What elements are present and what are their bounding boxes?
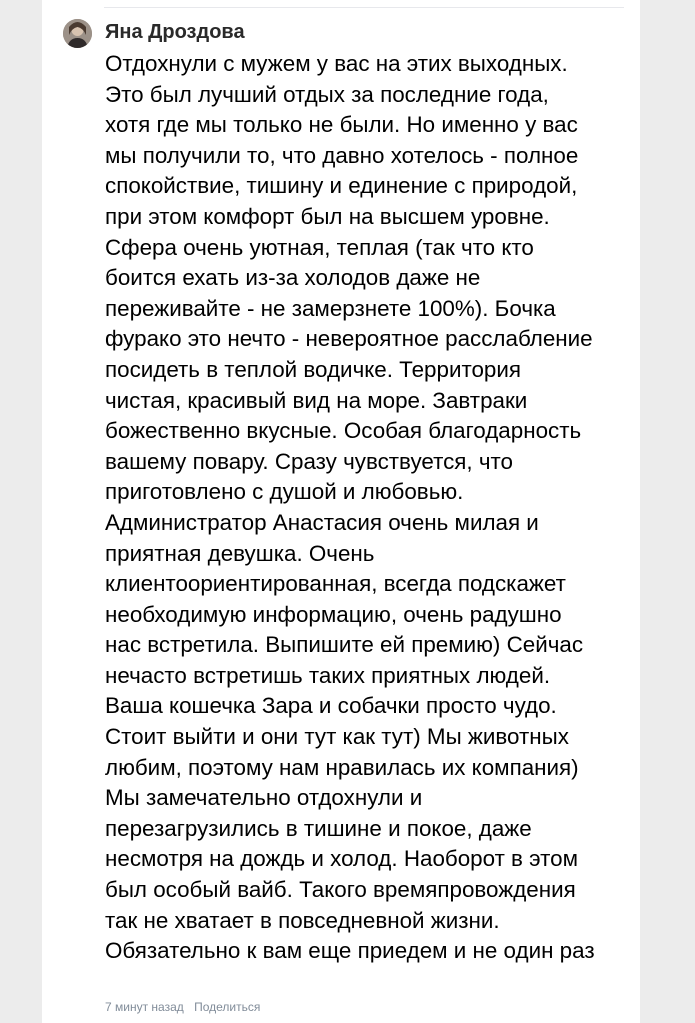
review-text: Отдохнули с мужем у вас на этих выходных. Это был лучший отдых за последние года, хотя где мы только не были. Но именно у вас мы получили то, что давно хотелось - полное спокойствие, тишину и единение с природой, при этом комфорт был на высшем уровне. Сфера очень уютная, теплая (так что кто боится ехать из-за холодов даже не переживайте - не замерзнете 100%). Бочка фурако это нечто - невероятное расслабление посидеть в теплой водичке. Территория чистая, красивый вид на море. Завтраки божественно вкусные. Особая благодарность вашему повару. Сразу чувствуется, что приготовлено с душой и любовью. Администратор Анастасия очень милая и приятная девушка. Очень клиентоориентированная, всегда подскажет необходимую информацию, очень радушно нас встретила. Выпишите ей премию) Сейчас нечасто встретишь таких приятных людей. Ваша кошечка Зара и собачки просто чудо. Стоит выйти и они тут как тут) Мы животных любим, поэтому нам нравилась их компания) Мы замечательно отдохнули и перезагрузились в тишине и покое, даже несмотря на дождь и холод. Наоборот в этом был особый вайб. Такого времяпровождения так не хватает в повседневной жизни. Обязательно к вам еще приедем и не один раз (105, 51, 595, 964)
author-name[interactable]: Яна Дроздова (105, 21, 245, 43)
user-photo-icon (63, 19, 92, 48)
timestamp[interactable]: 7 минут назад (105, 1000, 184, 1014)
review-card (42, 0, 640, 1023)
share-link[interactable]: Поделиться (194, 1000, 261, 1014)
divider (104, 7, 624, 8)
avatar[interactable] (63, 19, 92, 48)
review-meta (105, 999, 260, 1015)
